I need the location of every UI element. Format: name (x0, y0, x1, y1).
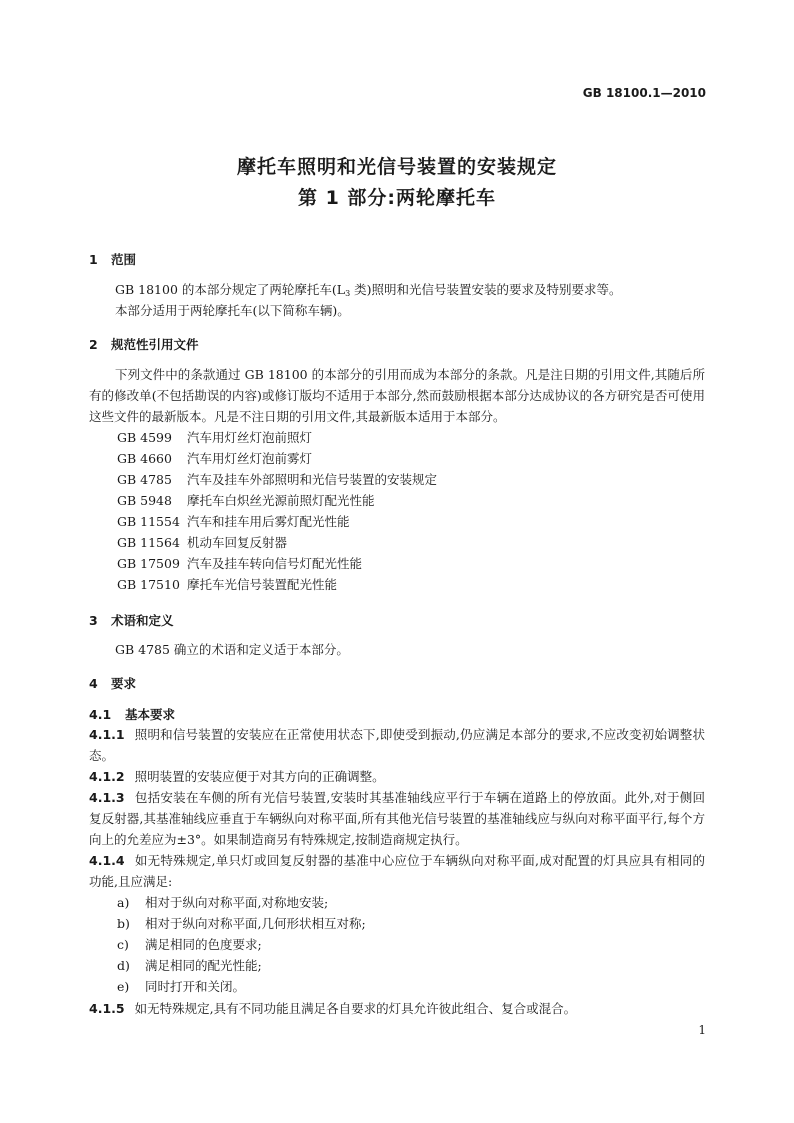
document-subtitle: 第 1 部分:两轮摩托车 (297, 187, 497, 209)
section-title: 范围 (111, 252, 137, 267)
section-1-heading (89, 250, 136, 268)
reference-title: 汽车用灯丝灯泡前照灯 (186, 430, 312, 445)
clause-4-1-4 (89, 850, 705, 892)
document-title: 摩托车照明和光信号装置的安装规定 (236, 156, 557, 178)
reference-item (117, 511, 350, 532)
list-text: 相对于纵向对称平面,几何形状相互对称; (145, 916, 366, 931)
clause-text: 包括安装在车侧的所有光信号装置,安装时其基准轴线应平行于车辆在道路上的停放面。此外,对于侧回复反射器,其基准轴线应垂直于车辆纵向对称平面,所有其他光信号装置的基准轴线应与纵向对称平面平行,每个方向上的允差应为±3°。如果制造商另有特殊规定,按制造商规定执行。 (89, 790, 705, 847)
list-item (117, 955, 262, 976)
text: 类)照明和光信号装置安装的要求及特别要求等。 (350, 282, 622, 297)
clause-4-1-3 (89, 787, 705, 850)
clause-number: 4.1.3 (89, 790, 125, 805)
reference-code: GB 5948 (117, 493, 172, 508)
reference-code: GB 4599 (117, 430, 172, 445)
section-2-intro: 下列文件中的条款通过 GB 18100 的本部分的引用而成为本部分的条款。凡是注日期的引用文件,其随后所有的修改单(不包括勘误的内容)或修订版均不适用于本部分,然而鼓励根据本部分达成协议的各方研究是否可使用这些文件的最新版本。凡是不注日期的引用文件,其最新版本适用于本部分。 (89, 367, 705, 424)
clause-text: 如无特殊规定,具有不同功能且满足各自要求的灯具允许彼此组合、复合或混合。 (134, 1001, 577, 1016)
list-item (117, 976, 245, 997)
list-item (117, 913, 366, 934)
list-letter: c) (117, 937, 129, 952)
subsection-number: 4.1 (89, 707, 112, 722)
section-number: 2 (89, 337, 98, 352)
section-3-paragraph: GB 4785 确立的术语和定义适于本部分。 (115, 642, 349, 657)
list-text: 满足相同的色度要求; (145, 937, 262, 952)
list-letter: e) (117, 979, 130, 994)
clause-4-1-1 (89, 724, 705, 766)
reference-code: GB 4785 (117, 472, 172, 487)
section-number: 4 (89, 676, 98, 691)
list-item (117, 934, 262, 955)
clause-text: 照明装置的安装应便于对其方向的正确调整。 (134, 769, 385, 784)
section-4-heading (89, 674, 136, 692)
reference-title: 汽车和挂车用后雾灯配光性能 (186, 514, 350, 529)
clause-number: 4.1.1 (89, 727, 125, 742)
reference-item (117, 469, 437, 490)
list-item (117, 892, 328, 913)
standard-number: GB 18100.1—2010 (582, 86, 706, 100)
section-number: 1 (89, 252, 98, 267)
clause-4-1-2 (89, 766, 705, 787)
reference-title: 汽车用灯丝灯泡前雾灯 (186, 451, 312, 466)
clause-text: 照明和信号装置的安装应在正常使用状态下,即使受到振动,仍应满足本部分的要求,不应改变初始调整状态。 (89, 727, 705, 763)
clause-number: 4.1.2 (89, 769, 125, 784)
reference-title: 摩托车光信号装置配光性能 (186, 577, 337, 592)
subscript: 3 (345, 289, 351, 298)
list-text: 相对于纵向对称平面,对称地安装; (145, 895, 329, 910)
page-number: 1 (698, 1023, 706, 1037)
reference-item (117, 427, 312, 448)
section-title: 术语和定义 (111, 613, 174, 628)
clause-number: 4.1.5 (89, 1001, 125, 1016)
reference-title: 摩托车白炽丝光源前照灯配光性能 (186, 493, 375, 508)
section-title: 规范性引用文件 (111, 337, 199, 352)
section-3-heading (89, 611, 174, 629)
list-text: 满足相同的配光性能; (145, 958, 262, 973)
section-title: 要求 (111, 676, 137, 691)
list-letter: a) (117, 895, 130, 910)
section-number: 3 (89, 613, 98, 628)
reference-code: GB 17510 (117, 577, 180, 592)
list-letter: d) (117, 958, 130, 973)
reference-item (117, 553, 362, 574)
reference-code: GB 17509 (117, 556, 180, 571)
reference-title: 机动车回复反射器 (186, 535, 287, 550)
reference-item (117, 490, 375, 511)
clause-text: 如无特殊规定,单只灯或回复反射器的基准中心应位于车辆纵向对称平面,成对配置的灯具应具有相同的功能,且应满足: (89, 853, 705, 889)
reference-title: 汽车及挂车外部照明和光信号装置的安装规定 (186, 472, 437, 487)
list-letter: b) (117, 916, 130, 931)
reference-title: 汽车及挂车转向信号灯配光性能 (186, 556, 362, 571)
clause-number: 4.1.4 (89, 853, 125, 868)
section-2-heading (89, 335, 199, 353)
reference-code: GB 4660 (117, 451, 172, 466)
reference-code: GB 11554 (117, 514, 180, 529)
subsection-title: 基本要求 (125, 707, 176, 722)
reference-code: GB 11564 (117, 535, 180, 550)
reference-item (117, 574, 337, 595)
text: GB 18100 的本部分规定了两轮摩托车(L (115, 282, 346, 297)
reference-item (117, 532, 287, 553)
section-1-paragraph-2: 本部分适用于两轮摩托车(以下简称车辆)。 (115, 303, 350, 318)
subsection-4-1-heading (89, 705, 175, 723)
list-text: 同时打开和关闭。 (145, 979, 246, 994)
clause-4-1-5 (89, 998, 705, 1019)
reference-item (117, 448, 312, 469)
